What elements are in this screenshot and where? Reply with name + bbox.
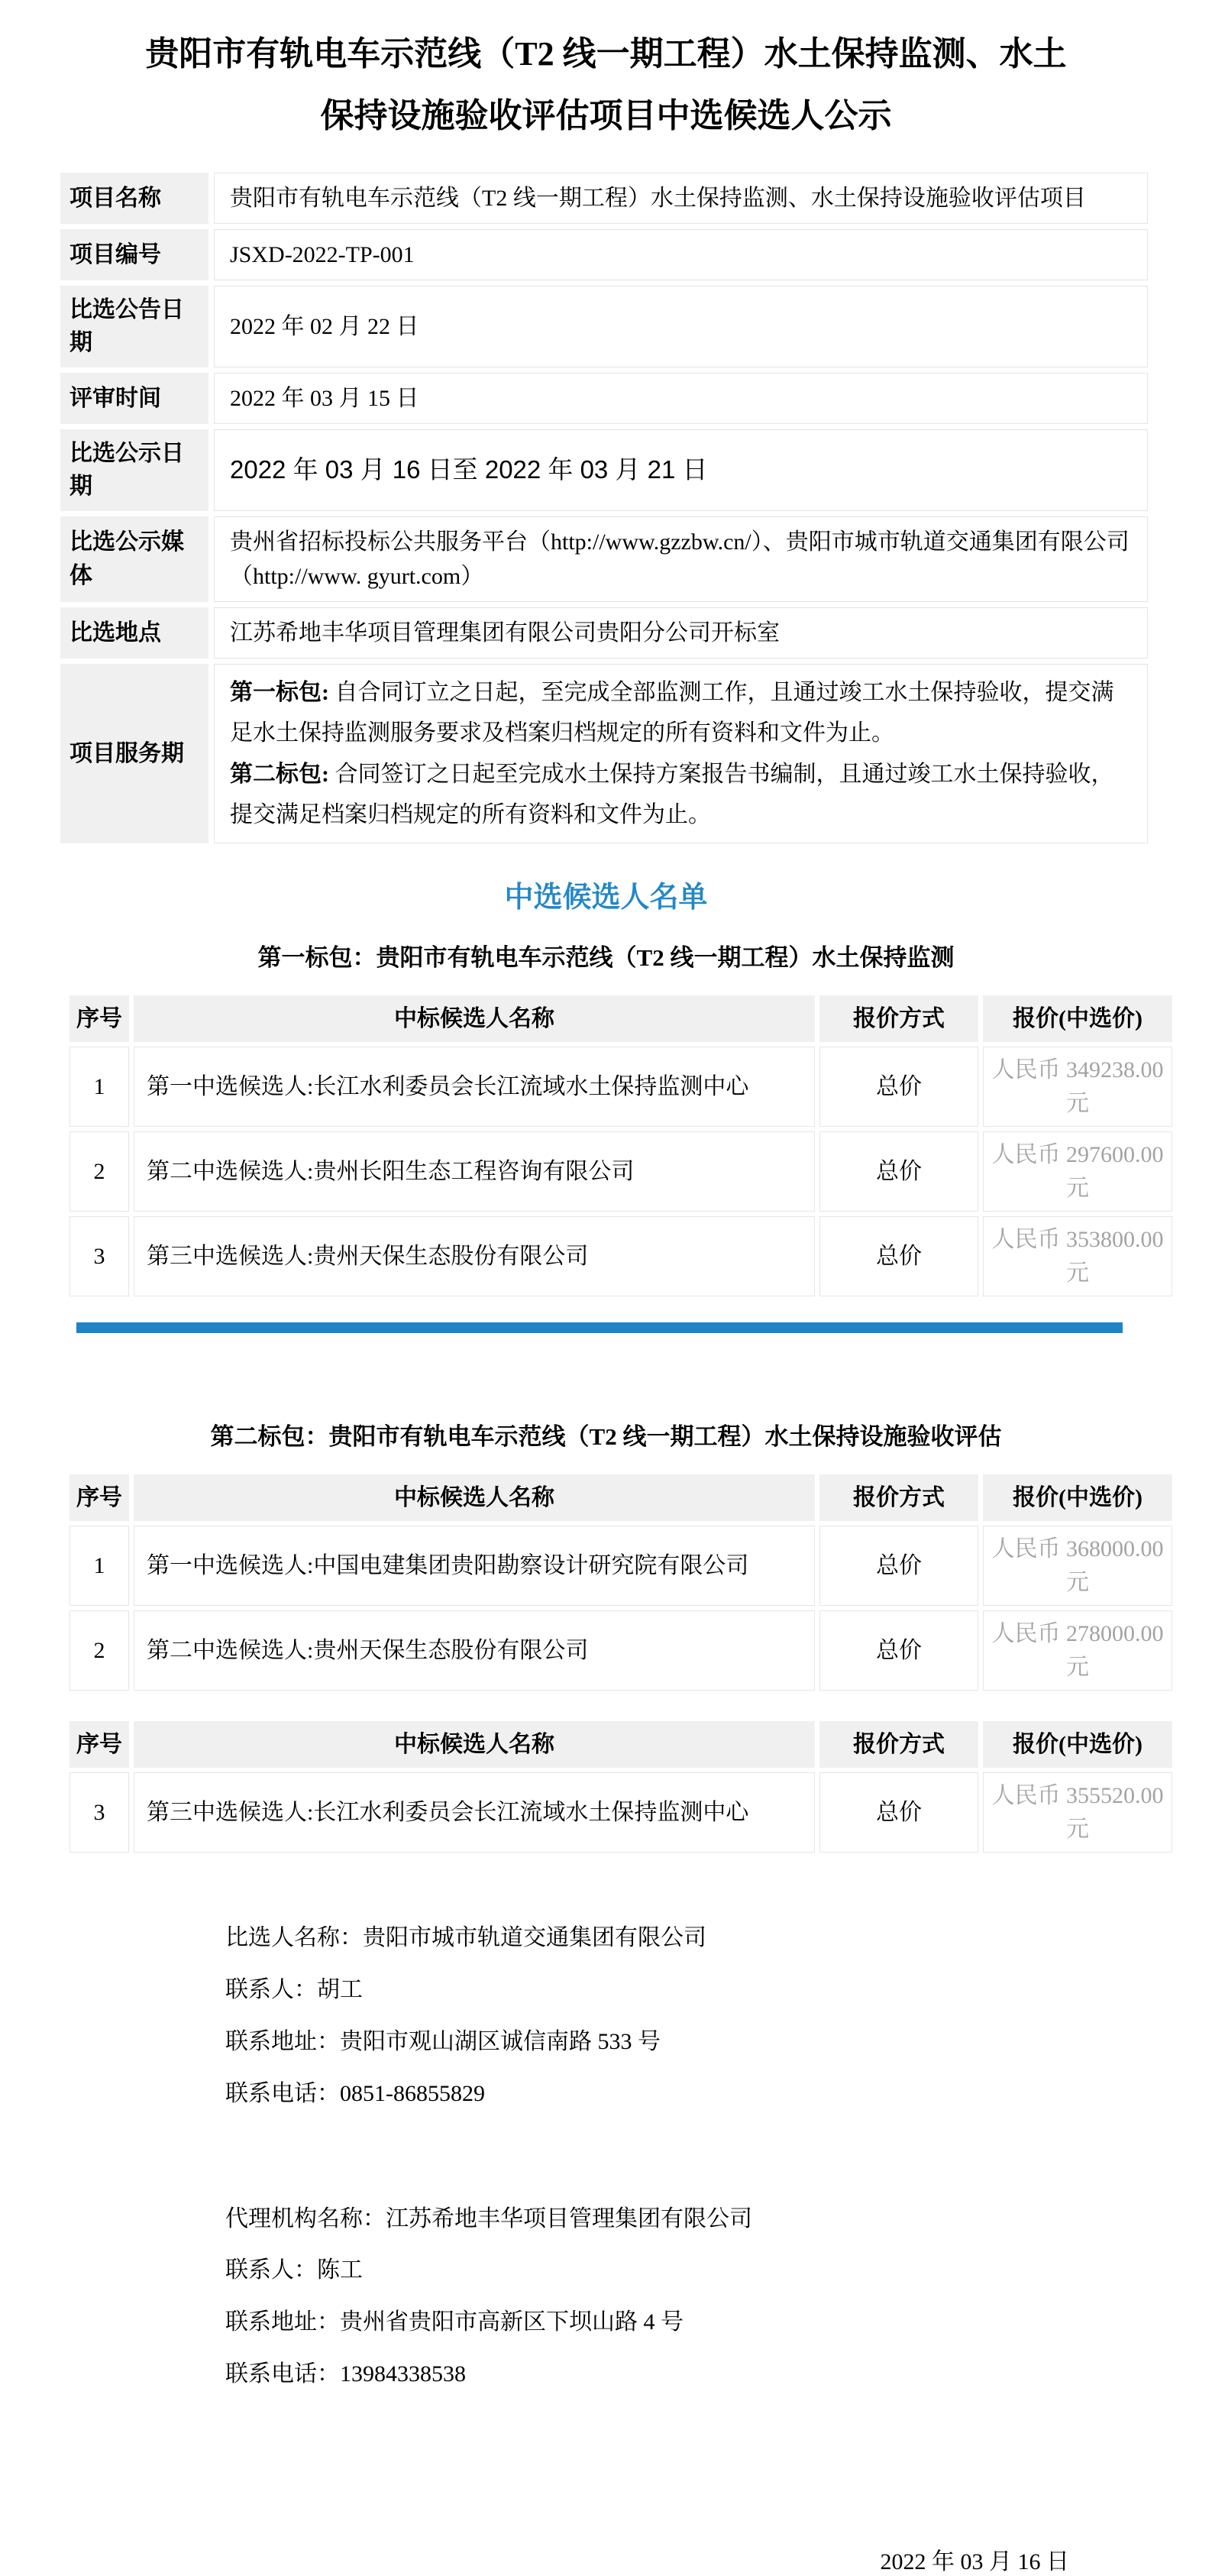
candidate-table-header-row — [69, 995, 1172, 1042]
candidate-row — [69, 1047, 1172, 1127]
column-header-quote-mode: 报价方式 — [819, 1721, 978, 1768]
info-table-row — [60, 373, 1148, 424]
contact-line: 代理机构名称：江苏希地丰华项目管理集团有限公司 — [225, 2205, 752, 2231]
contact-line: 联系地址：贵州省贵阳市高新区下坝山路 4 号 — [225, 2309, 684, 2335]
page-title — [69, 23, 1143, 147]
candidate-name-cell: 第一中选候选人:中国电建集团贵阳勘察设计研究院有限公司 — [134, 1526, 815, 1606]
info-row-label: 比选公示媒体 — [60, 516, 208, 602]
candidate-row — [69, 1526, 1172, 1606]
info-row-value: JSXD-2022-TP-001 — [214, 229, 1148, 280]
quote-mode-cell: 总价 — [819, 1772, 978, 1853]
info-row-label: 评审时间 — [60, 373, 208, 424]
info-row-label: 项目服务期 — [60, 664, 208, 844]
info-row-value: 2022 年 02 月 22 日 — [214, 286, 1148, 367]
seq-no-cell: 2 — [69, 1610, 129, 1691]
candidate-name-cell: 第二中选候选人:贵州天保生态股份有限公司 — [134, 1610, 815, 1691]
quote-price-cell: 人民币 278000.00 元 — [983, 1610, 1172, 1691]
contact-line: 联系电话：0851-86855829 — [225, 2080, 485, 2106]
info-table-row — [60, 229, 1148, 280]
info-table-row — [60, 429, 1148, 511]
column-header-seq-no: 序号 — [69, 995, 129, 1042]
quote-mode-cell: 总价 — [819, 1216, 978, 1296]
page-title-line2: 保持设施验收评估项目中选候选人公示 — [320, 97, 892, 135]
candidate-table — [65, 991, 1177, 1301]
info-row-value — [214, 664, 1148, 844]
info-row-value: 2022 年 03 月 16 日至 2022 年 03 月 21 日 — [214, 429, 1148, 511]
info-row-value: 江苏希地丰华项目管理集团有限公司贵阳分公司开标室 — [214, 607, 1148, 659]
quote-mode-cell: 总价 — [819, 1131, 978, 1212]
service-period-paragraph: 第一标包: 自合同订立之日起，至完成全部监测工作，且通过竣工水土保持验收，提交满足水土保持监测服务要求及档案归档规定的所有资料和文件为止。 — [230, 679, 1114, 746]
quote-mode-cell: 总价 — [819, 1526, 978, 1606]
quote-price-cell: 人民币 368000.00 元 — [983, 1526, 1172, 1606]
service-period-lead: 第一标包: — [230, 679, 329, 705]
info-row-value: 2022 年 03 月 15 日 — [214, 373, 1148, 424]
package-title: 第二标包：贵阳市有轨电车示范线（T2 线一期工程）水土保持设施验收评估 — [210, 1423, 1002, 1451]
contact-line: 联系地址：贵阳市观山湖区诚信南路 533 号 — [225, 2028, 661, 2054]
service-period-lead: 第二标包: — [230, 761, 329, 787]
candidate-row — [69, 1610, 1172, 1691]
seq-no-cell: 1 — [69, 1047, 129, 1127]
column-header-candidate-name: 中标候选人名称 — [134, 1721, 815, 1768]
page-title-line1: 贵阳市有轨电车示范线（T2 线一期工程）水土保持监测、水土 — [145, 35, 1067, 73]
quote-price-cell: 人民币 349238.00 元 — [983, 1047, 1172, 1127]
seq-no-cell: 3 — [69, 1772, 129, 1853]
info-row-label: 比选公告日期 — [60, 286, 208, 367]
contact-blocks — [0, 1912, 1212, 2400]
candidate-table-header-row — [69, 1474, 1172, 1521]
column-header-candidate-name: 中标候选人名称 — [134, 1474, 815, 1521]
contact-line: 比选人名称：贵阳市城市轨道交通集团有限公司 — [225, 1925, 706, 1951]
info-table-row — [60, 664, 1148, 844]
candidate-table — [65, 1470, 1177, 1695]
info-table-row — [60, 286, 1148, 367]
package-title: 第一标包：贵阳市有轨电车示范线（T2 线一期工程）水土保持监测 — [257, 944, 955, 972]
candidate-list-heading: 中选候选人名单 — [504, 882, 708, 914]
info-row-label: 比选地点 — [60, 607, 208, 659]
info-row-value: 贵阳市有轨电车示范线（T2 线一期工程）水土保持监测、水土保持设施验收评估项目 — [214, 173, 1148, 224]
footer-date: 2022 年 03 月 16 日 — [880, 2548, 1069, 2574]
column-header-seq-no: 序号 — [69, 1721, 129, 1768]
candidate-name-cell: 第三中选候选人:长江水利委员会长江流域水土保持监测中心 — [134, 1772, 815, 1853]
candidate-table-header-row — [69, 1721, 1172, 1768]
candidate-packages — [0, 938, 1212, 1857]
contact-line: 联系电话：13984338538 — [225, 2361, 466, 2387]
quote-mode-cell: 总价 — [819, 1047, 978, 1127]
column-header-candidate-name: 中标候选人名称 — [134, 995, 815, 1042]
announcement-page — [0, 23, 1212, 2576]
column-header-seq-no: 序号 — [69, 1474, 129, 1521]
service-period-paragraph: 第二标包: 合同签订之日起至完成水土保持方案报告书编制，且通过竣工水土保持验收，提交满足档案归档规定的所有资料和文件为止。 — [230, 761, 1114, 827]
column-header-quote-price: 报价(中选价) — [983, 1721, 1172, 1768]
info-table-row — [60, 173, 1148, 224]
quote-price-cell: 人民币 297600.00 元 — [983, 1131, 1172, 1212]
purchaser-contact-block — [225, 1912, 1212, 2119]
quote-price-cell: 人民币 353800.00 元 — [983, 1216, 1172, 1296]
candidate-table — [65, 1717, 1177, 1857]
seq-no-cell: 2 — [69, 1131, 129, 1212]
seq-no-cell: 3 — [69, 1216, 129, 1296]
candidate-name-cell: 第一中选候选人:长江水利委员会长江流域水土保持监测中心 — [134, 1047, 815, 1127]
column-header-quote-mode: 报价方式 — [819, 995, 978, 1042]
info-row-value: 贵州省招标投标公共服务平台（http://www.gzzbw.cn/）、贵阳市城市轨道交通集团有限公司（http://www. gyurt.com） — [214, 516, 1148, 602]
info-table-row — [60, 516, 1148, 602]
candidate-row — [69, 1216, 1172, 1296]
info-row-label: 比选公示日期 — [60, 429, 208, 511]
agency-contact-block — [225, 2193, 1212, 2400]
candidate-row — [69, 1131, 1172, 1212]
divider-gap — [0, 1333, 1212, 1370]
candidate-row — [69, 1772, 1172, 1853]
blue-divider-bar — [76, 1322, 1123, 1333]
column-header-quote-price: 报价(中选价) — [983, 995, 1172, 1042]
column-header-quote-mode: 报价方式 — [819, 1474, 978, 1521]
contact-line: 联系人：胡工 — [225, 1977, 363, 2003]
candidate-name-cell: 第三中选候选人:贵州天保生态股份有限公司 — [134, 1216, 815, 1296]
quote-mode-cell: 总价 — [819, 1610, 978, 1691]
contact-line: 联系人：陈工 — [225, 2257, 363, 2283]
info-table-row — [60, 607, 1148, 659]
column-header-quote-price: 报价(中选价) — [983, 1474, 1172, 1521]
info-row-label: 项目编号 — [60, 229, 208, 280]
info-row-label: 项目名称 — [60, 173, 208, 224]
seq-no-cell: 1 — [69, 1526, 129, 1606]
project-info-table — [55, 167, 1153, 849]
candidate-name-cell: 第二中选候选人:贵州长阳生态工程咨询有限公司 — [134, 1131, 815, 1212]
quote-price-cell: 人民币 355520.00 元 — [983, 1772, 1172, 1853]
